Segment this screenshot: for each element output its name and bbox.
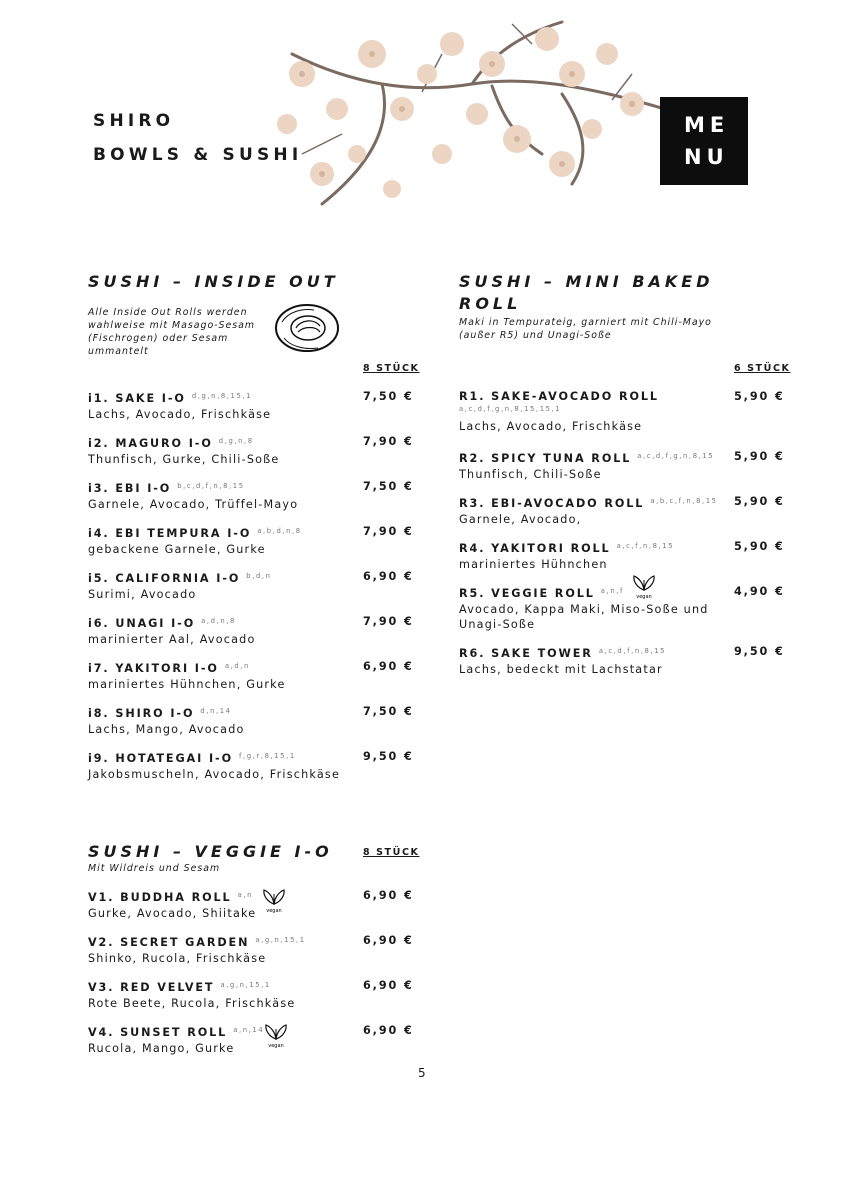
item-allergens: a,b,d,n,8 [257,527,302,535]
item-price: 9,50 € [734,645,785,658]
item-name: i1. SAKE I-O $^{d,g,n,8,15,1}$ [88,392,253,405]
menu-item [88,569,272,602]
item-price: 5,90 € [734,390,785,403]
item-name: i2. MAGURO I-O $^{d,g,n,8}$ [88,437,254,450]
item-allergens: a,n [237,891,254,899]
menu-line-1: ME [684,113,730,137]
item-name: V3. RED VELVET $^{a,g,n,15,1}$ [88,981,271,994]
item-description: Surimi, Avocado [88,588,197,601]
vegan-icon [260,886,288,914]
menu-item [88,659,286,692]
inside-out-title: SUSHI – INSIDE OUT [88,272,339,291]
item-allergens: a,d,n [224,662,250,670]
menu-item [459,389,659,434]
brand-line-1: SHIRO [93,111,175,131]
inside-out-desc-line: wahlweise mit Masago-Sesam [88,320,256,331]
item-allergens: a,g,n,15,1 [220,981,271,989]
item-description: gebackene Garnele, Gurke [88,543,266,556]
item-price: 9,50 € [363,750,414,763]
item-description: mariniertes Hühnchen [459,558,608,571]
item-name: V4. SUNSET ROLL $^{a,n,14}$ [88,1026,265,1039]
item-allergens: b,c,d,f,n,8,15 [177,482,245,490]
item-name: i7. YAKITORI I-O $^{a,d,n}$ [88,662,250,675]
vegan-label: vegan [636,594,652,600]
item-allergens: a,c,d,f,g,n,8,15,15,1 [459,405,562,413]
item-price: 5,90 € [734,450,785,463]
menu-item [459,644,666,677]
inside-out-desc-line: (Fischrogen) oder Sesam [88,333,229,344]
mini-baked-title [459,271,714,315]
brand-line-2: BOWLS & SUSHI [93,145,303,165]
menu-item [88,479,298,512]
item-price: 5,90 € [734,495,785,508]
inside-out-desc-line: Alle Inside Out Rolls werden [88,307,248,318]
menu-item [459,494,718,527]
menu-item [459,584,709,632]
item-name: R2. SPICY TUNA ROLL $^{a,c,d,f,g,n,8,15}$ [459,452,715,465]
item-price: 6,90 € [363,570,414,583]
item-price: 6,90 € [363,979,414,992]
item-price: 6,90 € [363,934,414,947]
item-price: 6,90 € [363,889,414,902]
item-description [459,602,709,632]
item-name: i4. EBI TEMPURA I-O $^{a,b,d,n,8}$ [88,527,302,540]
menu-label-box [660,97,748,185]
item-description-line: Unagi-Soße [459,618,536,631]
vegan-label: vegan [268,1043,284,1049]
item-name: i3. EBI I-O $^{b,c,d,f,n,8,15}$ [88,482,245,495]
mini-baked-desc-line: (außer R5) und Unagi-Soße [459,330,612,341]
menu-item [88,434,280,467]
item-description: Lachs, bedeckt mit Lachstatar [459,663,663,676]
item-name: R6. SAKE TOWER $^{a,c,d,f,n,8,15}$ [459,647,667,660]
item-description: Thunfisch, Gurke, Chili-Soße [88,453,280,466]
item-price: 7,90 € [363,525,414,538]
item-allergens: a,n,14 [233,1026,265,1034]
item-name: i8. SHIRO I-O $^{d,n,14}$ [88,707,232,720]
item-allergens: a,b,c,f,n,8,15 [650,497,718,505]
menu-item [88,704,245,737]
item-allergens: a,c,d,f,n,8,15 [598,647,667,655]
item-name: V2. SECRET GARDEN $^{a,g,n,15,1}$ [88,936,306,949]
inside-out-description [88,306,255,358]
item-allergens: a,g,n,15,1 [255,936,306,944]
menu-item [88,389,271,422]
menu-item [88,933,306,966]
item-name: R4. YAKITORI ROLL $^{a,c,f,n,8,15}$ [459,542,675,555]
item-name: R1. SAKE-AVOCADO ROLL a,c,d,f,g,n,8,15,15,1 [459,390,659,413]
cherry-blossom-illustration [262,14,668,220]
item-allergens: b,d,n [246,572,272,580]
item-description: mariniertes Hühnchen, Gurke [88,678,286,691]
item-name: i6. UNAGI I-O $^{a,d,n,8}$ [88,617,236,630]
mini-baked-title-line: ROLL [459,294,522,313]
item-description: Jakobsmuscheln, Avocado, Frischkäse [88,768,341,781]
vegan-label: vegan [266,908,282,914]
mini-baked-title-line: SUSHI – MINI BAKED [459,272,714,291]
menu-item [88,888,256,921]
vegan-icon [630,572,658,600]
vegan-icon [262,1021,290,1049]
veggie-description: Mit Wildreis und Sesam [88,863,221,874]
item-price: 7,50 € [363,390,414,403]
item-description: Garnele, Avocado, [459,513,582,526]
item-price: 6,90 € [363,660,414,673]
item-description: Garnele, Avocado, Trüffel-Mayo [88,498,299,511]
item-description: Lachs, Avocado, Frischkäse [88,408,272,421]
menu-item [459,539,674,572]
item-description: Thunfisch, Chili-Soße [459,468,602,481]
menu-item [88,614,256,647]
menu-line-2: NU [684,145,729,169]
inside-out-quantity: 8 STÜCK [363,363,420,374]
item-allergens: a,c,f,n,8,15 [616,542,675,550]
item-allergens: a,d,n,8 [201,617,236,625]
mini-baked-desc-line: Maki in Tempurateig, garniert mit Chili-Mayo [459,317,712,328]
item-description: Rote Beete, Rucola, Frischkäse [88,997,296,1010]
item-allergens: d,g,n,8,15,1 [191,392,253,400]
item-price: 7,50 € [363,480,414,493]
item-description: Rucola, Mango, Gurke [88,1042,235,1055]
item-price: 5,90 € [734,540,785,553]
inside-out-desc-line: ummantelt [88,346,149,357]
item-allergens: f,g,r,8,15,1 [238,752,296,760]
item-allergens: d,g,n,8 [218,437,254,445]
item-name: i5. CALIFORNIA I-O $^{b,d,n}$ [88,572,272,585]
item-description: Shinko, Rucola, Frischkäse [88,952,267,965]
item-price: 6,90 € [363,1024,414,1037]
mini-baked-quantity: 6 STÜCK [734,363,791,374]
veggie-quantity: 8 STÜCK [363,847,420,858]
item-description: marinierter Aal, Avocado [88,633,256,646]
item-price: 7,90 € [363,435,414,448]
item-name: i9. HOTATEGAI I-O $^{f,g,r,8,15,1}$ [88,752,296,765]
menu-item [88,524,302,557]
item-allergens: a,c,d,f,g,n,8,15 [637,452,715,460]
menu-item [88,1023,264,1056]
item-description: Gurke, Avocado, Shiitake [88,907,257,920]
item-description-line: Avocado, Kappa Maki, Miso-Soße und [459,603,709,616]
menu-item [459,449,714,482]
veggie-title: SUSHI – VEGGIE I-O [88,842,333,861]
item-allergens: a,n,f [600,587,624,595]
item-name: V1. BUDDHA ROLL $^{a,n}$ [88,891,254,904]
item-name: R3. EBI-AVOCADO ROLL $^{a,b,c,f,n,8,15}$ [459,497,718,510]
item-description: Lachs, Avocado, Frischkäse [459,420,643,433]
item-price: 7,90 € [363,615,414,628]
item-name: R5. VEGGIE ROLL $^{a,n,f}$ [459,587,624,600]
page-number: 5 [418,1066,426,1080]
menu-item [88,749,340,782]
item-price: 7,50 € [363,705,414,718]
item-allergens: d,n,14 [200,707,232,715]
item-description: Lachs, Mango, Avocado [88,723,245,736]
menu-item [88,978,295,1011]
sushi-roll-icon [274,302,340,354]
item-price: 4,90 € [734,585,785,598]
mini-baked-description [459,316,712,342]
